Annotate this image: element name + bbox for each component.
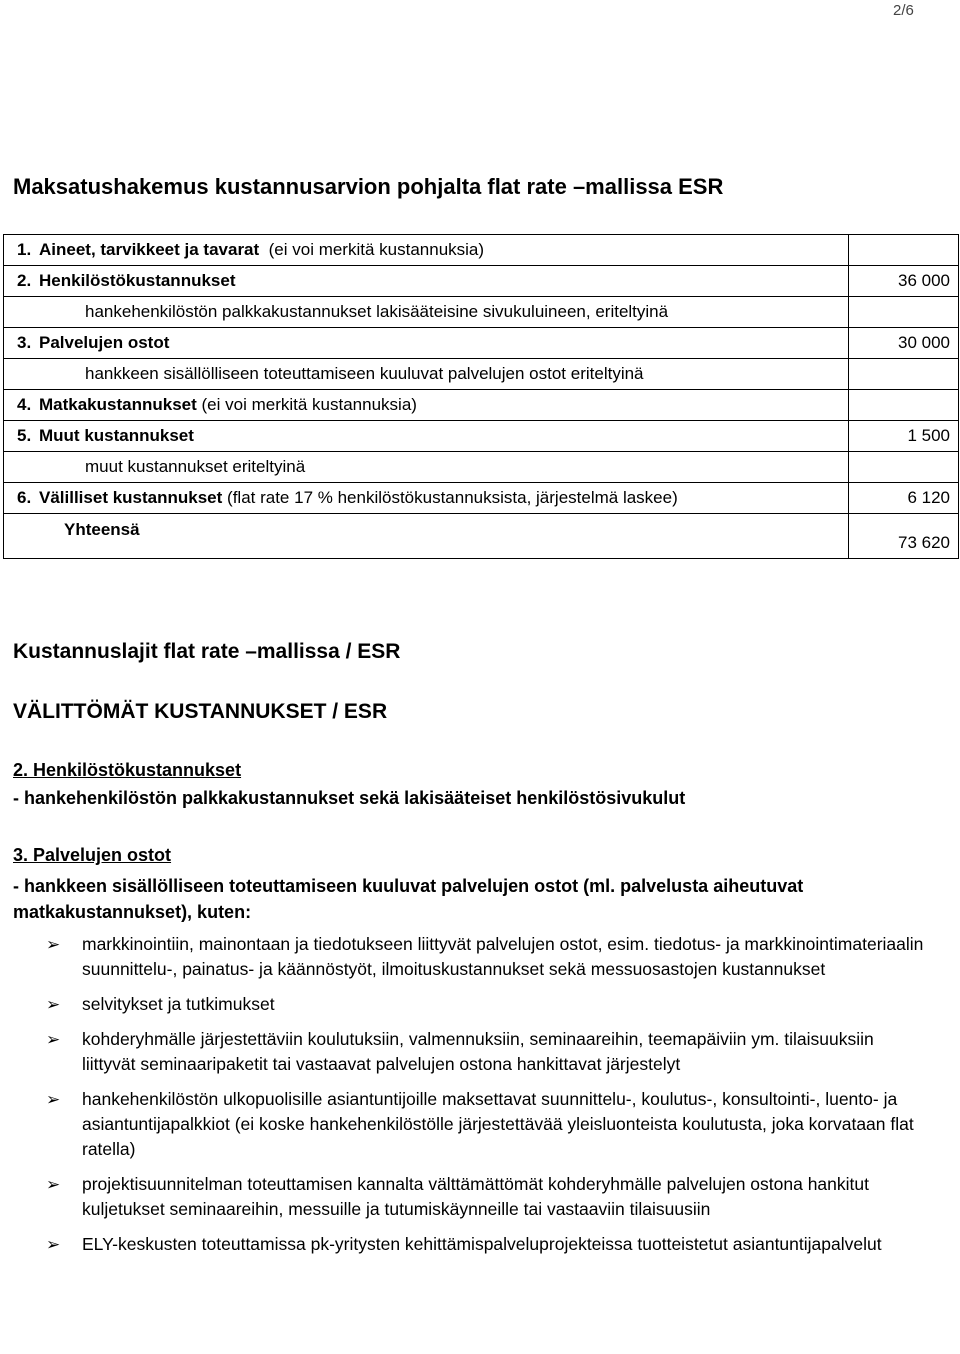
row-note: (flat rate 17 % henkilöstökustannuksista, järjestelmä laskee) xyxy=(227,488,678,507)
list-item xyxy=(46,1027,926,1077)
arrowhead-bullet-icon: ➢ xyxy=(46,1175,61,1194)
page-number: 2/6 xyxy=(893,2,914,19)
budget-row-6 xyxy=(4,483,959,514)
row-heading: Palvelujen ostot xyxy=(39,333,170,352)
row-heading: Välilliset kustannukset xyxy=(39,488,223,507)
budget-table xyxy=(3,234,959,559)
section-subtitle: VÄLITTÖMÄT KUSTANNUKSET / ESR xyxy=(13,700,388,723)
list-item-text: projektisuunnitelman toteuttamisen kannalta välttämättömät kohderyhmälle palvelujen ostona hankitut kuljetukset seminaareihin, messuille ja tutumiskäynneille tai vastaaviin tilaisuusiin xyxy=(82,1174,869,1219)
row-heading: Henkilöstökustannukset xyxy=(39,271,236,290)
budget-subrow-label: muut kustannukset eriteltyinä xyxy=(4,452,849,483)
list-item-text: hankehenkilöstön ulkopuolisille asiantuntijoille maksettavat suunnittelu-, koulutus-, konsultointi-, luento- ja asiantuntijapalkkiot (ei koske hankehenkilöstölle järjestettävää yleisluonteista koulutusta, joka korvataan flat ratella) xyxy=(82,1089,914,1159)
budget-row-label xyxy=(4,390,849,421)
budget-row-label xyxy=(4,483,849,514)
total-value: 73 620 xyxy=(849,514,959,559)
list-item-text: selvitykset ja tutkimukset xyxy=(82,994,275,1014)
row-number: 6. xyxy=(17,488,32,507)
budget-row-2 xyxy=(4,266,959,297)
budget-subrow-3 xyxy=(4,359,959,390)
list-item xyxy=(46,1172,926,1222)
arrowhead-bullet-icon: ➢ xyxy=(46,1090,61,1109)
budget-row-value: 30 000 xyxy=(849,328,959,359)
budget-row-value: 1 500 xyxy=(849,421,959,452)
category-3-description: - hankkeen sisällölliseen toteuttamiseen kuuluvat palvelujen ostot (ml. palvelusta aiheutuvat matkakustannukset), kuten: xyxy=(13,876,804,922)
list-item xyxy=(46,932,926,982)
row-heading: Muut kustannukset xyxy=(39,426,194,445)
budget-row-value: 36 000 xyxy=(849,266,959,297)
document-title: Maksatushakemus kustannusarvion pohjalta flat rate –mallissa ESR xyxy=(13,174,724,199)
budget-subrow-value xyxy=(849,359,959,390)
budget-row-label xyxy=(4,421,849,452)
row-number: 2. xyxy=(17,271,32,290)
row-note: (ei voi merkitä kustannuksia) xyxy=(268,240,485,259)
category-3-heading: 3. Palvelujen ostot xyxy=(13,845,172,865)
budget-subrow-label: hankehenkilöstön palkkakustannukset lakisääteisine sivukuluineen, eriteltyinä xyxy=(4,297,849,328)
services-bullet-list xyxy=(46,932,926,1267)
budget-row-value xyxy=(849,235,959,266)
row-heading: Matkakustannukset xyxy=(39,395,197,414)
budget-row-value xyxy=(849,390,959,421)
category-2-heading: 2. Henkilöstökustannukset xyxy=(13,760,242,780)
list-item-text: markkinointiin, mainontaan ja tiedotukseen liittyvät palvelujen ostot, esim. tiedotus- ja markkinointimateriaalin suunnittelu-, painatus- ja käännöstyöt, ilmoituskustannukset sekä messuosastojen kustannukset xyxy=(82,934,924,979)
budget-row-label xyxy=(4,328,849,359)
arrowhead-bullet-icon: ➢ xyxy=(46,995,61,1014)
row-number: 1. xyxy=(17,240,32,259)
list-item xyxy=(46,1232,926,1257)
budget-total-row xyxy=(4,514,959,559)
budget-subrow-label: hankkeen sisällölliseen toteuttamiseen kuuluvat palvelujen ostot eriteltyinä xyxy=(4,359,849,390)
arrowhead-bullet-icon: ➢ xyxy=(46,935,61,954)
budget-subrow-value xyxy=(849,452,959,483)
budget-row-1 xyxy=(4,235,959,266)
budget-row-label xyxy=(4,235,849,266)
budget-row-4 xyxy=(4,390,959,421)
list-item xyxy=(46,1087,926,1162)
section-title: Kustannuslajit flat rate –mallissa / ESR xyxy=(13,640,401,663)
list-item-text: kohderyhmälle järjestettäviin koulutuksiin, valmennuksiin, seminaareihin, teemapäiviin ym. tilaisuuksiin liittyvät seminaaripaketit tai vastaavat palvelujen ostona hankittavat järjestelyt xyxy=(82,1029,874,1074)
row-number: 3. xyxy=(17,333,32,352)
total-label: Yhteensä xyxy=(4,514,849,559)
row-number: 5. xyxy=(17,426,32,445)
category-2-description: - hankehenkilöstön palkkakustannukset sekä lakisääteiset henkilöstösivukulut xyxy=(13,788,686,808)
budget-row-value: 6 120 xyxy=(849,483,959,514)
list-item xyxy=(46,992,926,1017)
arrowhead-bullet-icon: ➢ xyxy=(46,1030,61,1049)
budget-row-3 xyxy=(4,328,959,359)
budget-row-label xyxy=(4,266,849,297)
row-number: 4. xyxy=(17,395,32,414)
row-note: (ei voi merkitä kustannuksia) xyxy=(201,395,417,414)
budget-subrow-value xyxy=(849,297,959,328)
list-item-text: ELY-keskusten toteuttamissa pk-yritysten kehittämispalveluprojekteissa tuotteistetut asiantuntijapalvelut xyxy=(82,1234,882,1254)
budget-subrow-5 xyxy=(4,452,959,483)
row-heading: Aineet, tarvikkeet ja tavarat xyxy=(39,240,260,259)
arrowhead-bullet-icon: ➢ xyxy=(46,1235,61,1254)
budget-subrow-2 xyxy=(4,297,959,328)
budget-row-5 xyxy=(4,421,959,452)
